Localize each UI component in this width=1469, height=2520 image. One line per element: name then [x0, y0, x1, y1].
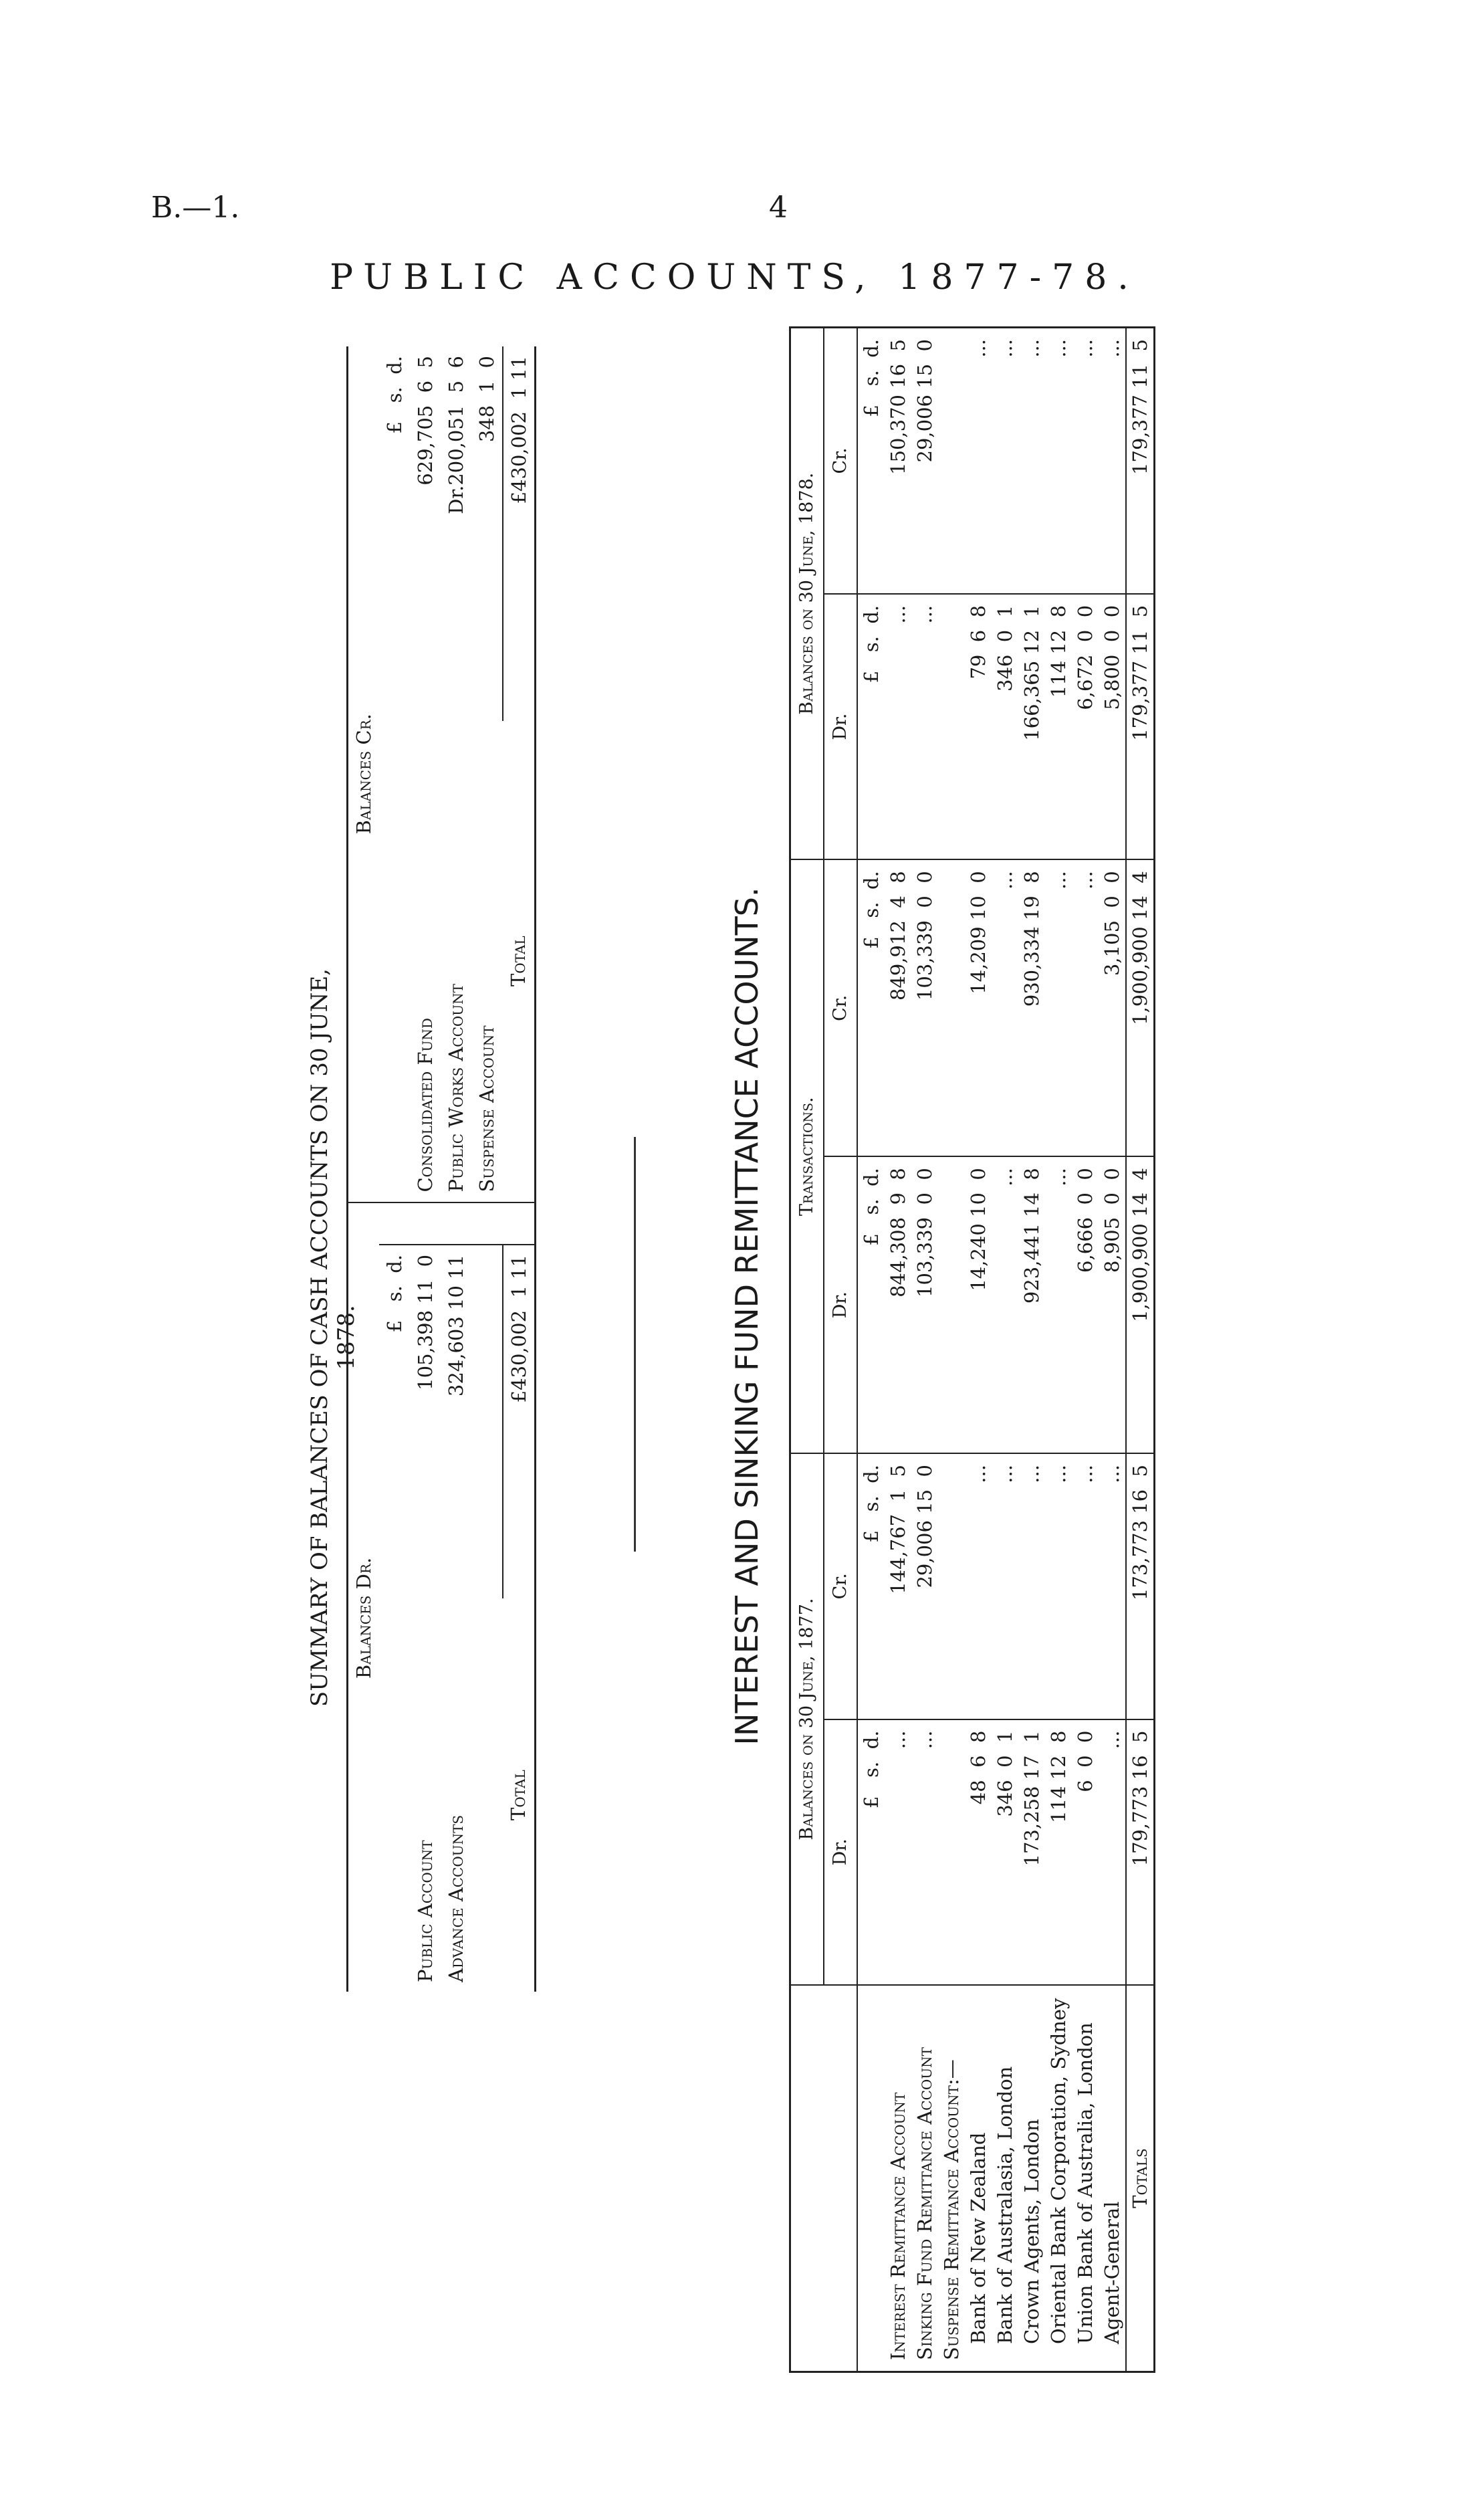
group-header: Balances on 30 June, 1877. [790, 1453, 824, 1985]
cell: 103,339 0 0 [911, 1156, 938, 1453]
units-label: £ s. d. [857, 859, 885, 1156]
cell: ... [1072, 328, 1099, 594]
cell: 8,905 0 0 [1099, 1156, 1126, 1453]
cell: 103,339 0 0 [911, 859, 938, 1156]
cell: ... [885, 1719, 911, 1985]
col-header: Dr. [824, 594, 857, 859]
cell [938, 1719, 965, 1985]
cell: 849,912 4 8 [885, 859, 911, 1156]
units-label: £ s. d. [857, 1453, 885, 1719]
cell: ... [992, 1156, 1018, 1453]
table-row [1045, 328, 1072, 2372]
cell: ... [1045, 1453, 1072, 1719]
table-row [1072, 328, 1099, 2372]
totals-label: Totals [1126, 1985, 1155, 2372]
row-label: Sinking Fund Remittance Account [913, 2046, 936, 2360]
summary-amount: 324,603 10 11 [441, 1245, 471, 1598]
table-row [1018, 328, 1045, 2372]
col-header: Cr. [824, 859, 857, 1156]
group-header: Balances on 30 June, 1878. [790, 328, 824, 860]
table-row [992, 328, 1018, 2372]
table-row [885, 328, 911, 2372]
cell: ... [992, 1453, 1018, 1719]
cell: ... [1099, 1719, 1126, 1985]
total-label: Total [503, 721, 536, 1202]
cell: 79 6 8 [965, 594, 992, 859]
total-label: Total [507, 1770, 530, 1820]
total-cell: 179,377 11 5 [1126, 594, 1155, 859]
cell [938, 594, 965, 859]
summary-amount: Dr.200,051 5 6 [445, 356, 467, 514]
total-cell: 1,900,900 14 4 [1126, 859, 1155, 1156]
col-header: Dr. [824, 1719, 857, 1985]
cell: 14,240 10 0 [965, 1156, 992, 1453]
units-label: £ s. d. [857, 1156, 885, 1453]
row-label: Oriental Bank Corporation, Sydney [1047, 1998, 1070, 2344]
table-row [938, 328, 965, 2372]
cell: 48 6 8 [965, 1719, 992, 1985]
document-code: B.—1. [151, 191, 240, 225]
cr-heading: Balances Cr. [348, 346, 380, 1202]
cell: 173,258 17 1 [1018, 1719, 1045, 1985]
total-amount: £430,002 1 11 [503, 1245, 536, 1598]
cell: 6 0 0 [1072, 1719, 1099, 1985]
total-cell: 179,773 16 5 [1126, 1719, 1155, 1985]
cell: 144,767 1 5 [885, 1453, 911, 1719]
row-label: Bank of New Zealand [967, 2132, 990, 2344]
cell [938, 328, 965, 594]
cell: ... [1072, 1453, 1099, 1719]
cell: ... [1072, 859, 1099, 1156]
table-row [965, 328, 992, 2372]
cell: 6,672 0 0 [1072, 594, 1099, 859]
summary-row-label: Public Works Account [441, 721, 471, 1202]
row-label: Bank of Australasia, London [994, 2066, 1016, 2344]
cell: 5,800 0 0 [1099, 594, 1126, 859]
cell: ... [965, 1453, 992, 1719]
cell: ... [965, 328, 992, 594]
cell: 150,370 16 5 [885, 328, 911, 594]
col-header: Cr. [824, 1453, 857, 1719]
total-cell: 179,377 11 5 [1126, 328, 1155, 594]
cell: 14,209 10 0 [965, 859, 992, 1156]
cell: 346 0 1 [992, 1719, 1018, 1985]
summary-heading: SUMMARY OF BALANCES OF CASH ACCOUNTS ON 30 JUNE, 1878. [306, 968, 360, 1707]
total-cell: 1,900,900 14 4 [1126, 1156, 1155, 1453]
col-header: Dr. [824, 1156, 857, 1453]
col-header: Cr. [824, 328, 857, 594]
total-cell: 173,773 16 5 [1126, 1453, 1155, 1719]
cell: 3,105 0 0 [1099, 859, 1126, 1156]
group-header: Transactions. [790, 859, 824, 1453]
interest-heading: INTEREST AND SINKING FUND REMITTANCE ACCOUNTS. [729, 887, 765, 1746]
divider [634, 1137, 636, 1552]
cell: ... [992, 859, 1018, 1156]
table-row [911, 328, 938, 2372]
cell: ... [1045, 328, 1072, 594]
cell [938, 859, 965, 1156]
cell: 844,308 9 8 [885, 1156, 911, 1453]
cell: ... [1045, 1156, 1072, 1453]
totals-row [1126, 328, 1155, 2372]
cell: 346 0 1 [992, 594, 1018, 859]
cell: ... [911, 1719, 938, 1985]
total-amount: £430,002 1 11 [503, 346, 536, 721]
units-label: £ s. d. [857, 328, 885, 594]
summary-row-label: Consolidated Fund [410, 721, 441, 1202]
cell: 930,334 19 8 [1018, 859, 1045, 1156]
dr-heading: Balances Dr. [352, 1557, 375, 1679]
row-label: Crown Agents, London [1020, 2119, 1043, 2344]
cell [938, 1156, 965, 1453]
cell: ... [992, 328, 1018, 594]
cell [938, 1453, 965, 1719]
cell: 114 12 8 [1045, 594, 1072, 859]
cell: ... [1018, 1453, 1045, 1719]
row-label: Interest Remittance Account [887, 2092, 909, 2360]
units-label: £ s. d. [857, 594, 885, 859]
row-label: Agent-General [1101, 2201, 1123, 2344]
summary-amount: 629,705 6 5 [414, 356, 437, 486]
page-number: 4 [769, 191, 788, 225]
cell: 29,006 15 0 [911, 328, 938, 594]
blank-header [790, 1985, 858, 2372]
table-row [1099, 328, 1126, 2372]
summary-row-label: Public Account [414, 1840, 437, 1982]
cell: 923,441 14 8 [1018, 1156, 1045, 1453]
row-label: Suspense Remittance Account:— [940, 2059, 963, 2360]
cell: 114 12 8 [1045, 1719, 1072, 1985]
units-label: £ s. d. [857, 1719, 885, 1985]
cell: ... [1099, 328, 1126, 594]
cell: ... [1045, 859, 1072, 1156]
cell: ... [1099, 1453, 1126, 1719]
cell: ... [885, 594, 911, 859]
row-label: Union Bank of Australia, London [1074, 2022, 1097, 2344]
cell: 166,365 12 1 [1018, 594, 1045, 859]
summary-row-label: Advance Accounts [445, 1814, 467, 1982]
cell: ... [1018, 328, 1045, 594]
page-title: PUBLIC ACCOUNTS, 1877-78. [330, 257, 1139, 298]
summary-row-label: Suspense Account [471, 721, 503, 1202]
summary-amount: 348 1 0 [475, 356, 498, 443]
cell: ... [911, 594, 938, 859]
units-label: £ s. d. [383, 356, 406, 434]
summary-amount: 105,398 11 0 [410, 1245, 441, 1598]
cell: 6,666 0 0 [1072, 1156, 1099, 1453]
summary-table [346, 346, 551, 1992]
cell: 29,006 15 0 [911, 1453, 938, 1719]
units-label: £ s. d. [379, 1245, 410, 1598]
interest-table [789, 326, 1244, 2373]
